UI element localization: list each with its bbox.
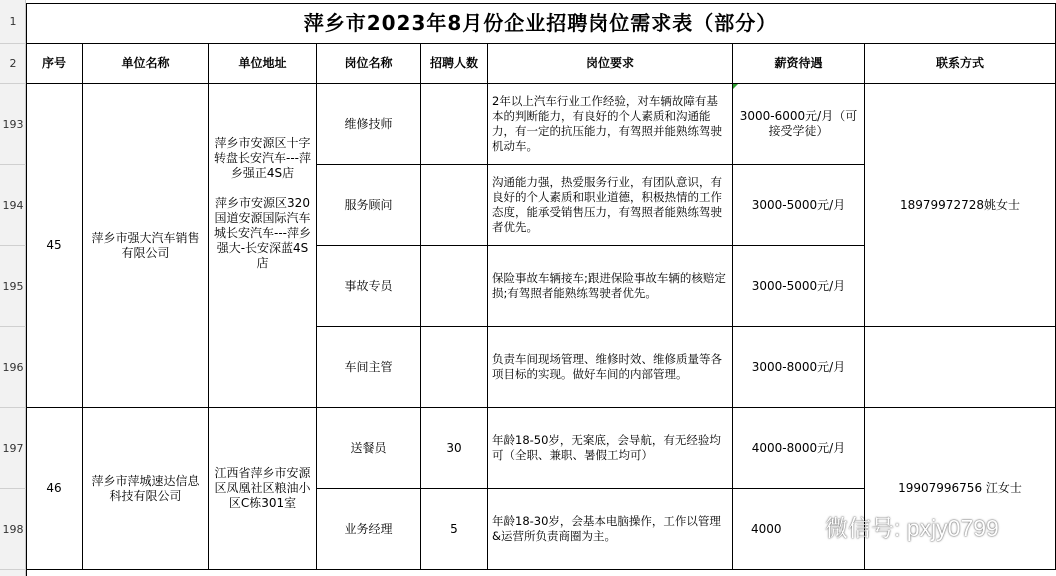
count-cell[interactable] xyxy=(421,246,488,327)
header-seq[interactable]: 序号 xyxy=(26,44,83,84)
header-salary[interactable]: 薪资待遇 xyxy=(733,44,865,84)
row-number[interactable]: 198 xyxy=(0,489,26,570)
requirements-cell[interactable]: 保险事故车辆接车;跟进保险事故车辆的核赔定损;有驾照者能熟练驾驶者优先。 xyxy=(488,246,733,327)
seq-cell[interactable]: 46 xyxy=(26,408,83,570)
company-name-cell[interactable]: 萍乡市萍城速达信息科技有限公司 xyxy=(83,408,209,570)
count-cell[interactable] xyxy=(421,165,488,246)
row-number[interactable]: 2 xyxy=(0,44,26,84)
company-address-cell[interactable]: 江西省萍乡市安源区凤凰社区粮油小区C栋301室 xyxy=(209,408,317,570)
count-cell[interactable] xyxy=(421,327,488,408)
requirements-cell[interactable]: 沟通能力强，热爱服务行业，有团队意识，有良好的个人素质和职业道德，积极热情的工作态度，能承受销售压力，有驾照者能熟练驾驶者优先。 xyxy=(488,165,733,246)
salary-cell[interactable]: 3000-6000元/月（可接受学徒） xyxy=(733,84,865,165)
sheet-title[interactable]: 萍乡市2023年8月份企业招聘岗位需求表（部分） xyxy=(26,3,1056,44)
header-contact[interactable]: 联系方式 xyxy=(865,44,1056,84)
position-cell[interactable]: 事故专员 xyxy=(317,246,421,327)
row-number[interactable]: 194 xyxy=(0,165,26,246)
position-cell[interactable]: 维修技师 xyxy=(317,84,421,165)
watermark-text: 微信号: pxjy0799 xyxy=(825,514,999,541)
row-number[interactable]: 195 xyxy=(0,246,26,327)
position-cell[interactable]: 业务经理 xyxy=(317,489,421,570)
position-cell[interactable]: 送餐员 xyxy=(317,408,421,489)
salary-cell[interactable]: 4000 xyxy=(733,489,865,570)
requirements-cell[interactable]: 年龄18-30岁，会基本电脑操作，工作以管理&运营所负责商圈为主。 xyxy=(488,489,733,570)
count-cell[interactable] xyxy=(421,84,488,165)
header-position[interactable]: 岗位名称 xyxy=(317,44,421,84)
row-number[interactable]: 1 xyxy=(0,0,26,44)
wechat-icon xyxy=(785,511,819,541)
salary-cell[interactable]: 4000-8000元/月 xyxy=(733,408,865,489)
company-name-cell[interactable]: 萍乡市强大汽车销售有限公司 xyxy=(83,84,209,408)
contact-cell[interactable]: 19907996756 江女士 xyxy=(865,408,1056,570)
count-cell[interactable]: 5 xyxy=(421,489,488,570)
salary-cell[interactable]: 3000-5000元/月 xyxy=(733,165,865,246)
salary-cell[interactable]: 3000-8000元/月 xyxy=(733,327,865,408)
header-count[interactable]: 招聘人数 xyxy=(421,44,488,84)
contact-cell-empty[interactable] xyxy=(865,327,1056,408)
requirements-cell[interactable]: 2年以上汽车行业工作经验，对车辆故障有基本的判断能力，有良好的个人素质和沟通能力，有一定的抗压能力，有驾照并能熟练驾驶机动车。 xyxy=(488,84,733,165)
company-address-cell[interactable]: 萍乡市安源区十字转盘长安汽车---萍乡强正4S店 萍乡市安源区320国道安源国际汽车城长安汽车---萍乡强大-长安深蓝4S店 xyxy=(209,84,317,408)
row-number[interactable]: 197 xyxy=(0,408,26,489)
wechat-watermark xyxy=(785,508,999,544)
cell-comment-marker xyxy=(733,84,738,89)
requirements-cell[interactable]: 年龄18-50岁，无案底，会导航，有无经验均可（全职、兼职、暑假工均可） xyxy=(488,408,733,489)
requirements-cell[interactable]: 负责车间现场管理、维修时效、维修质量等各项目标的实现。做好车间的内部管理。 xyxy=(488,327,733,408)
header-requirements[interactable]: 岗位要求 xyxy=(488,44,733,84)
count-cell[interactable]: 30 xyxy=(421,408,488,489)
row-number[interactable]: 196 xyxy=(0,327,26,408)
row-number[interactable]: 193 xyxy=(0,84,26,165)
position-cell[interactable]: 车间主管 xyxy=(317,327,421,408)
salary-cell[interactable]: 3000-5000元/月 xyxy=(733,246,865,327)
seq-cell[interactable]: 45 xyxy=(26,84,83,408)
position-cell[interactable]: 服务顾问 xyxy=(317,165,421,246)
header-address[interactable]: 单位地址 xyxy=(209,44,317,84)
contact-cell[interactable]: 18979972728姚女士 xyxy=(865,84,1056,327)
header-company[interactable]: 单位名称 xyxy=(83,44,209,84)
